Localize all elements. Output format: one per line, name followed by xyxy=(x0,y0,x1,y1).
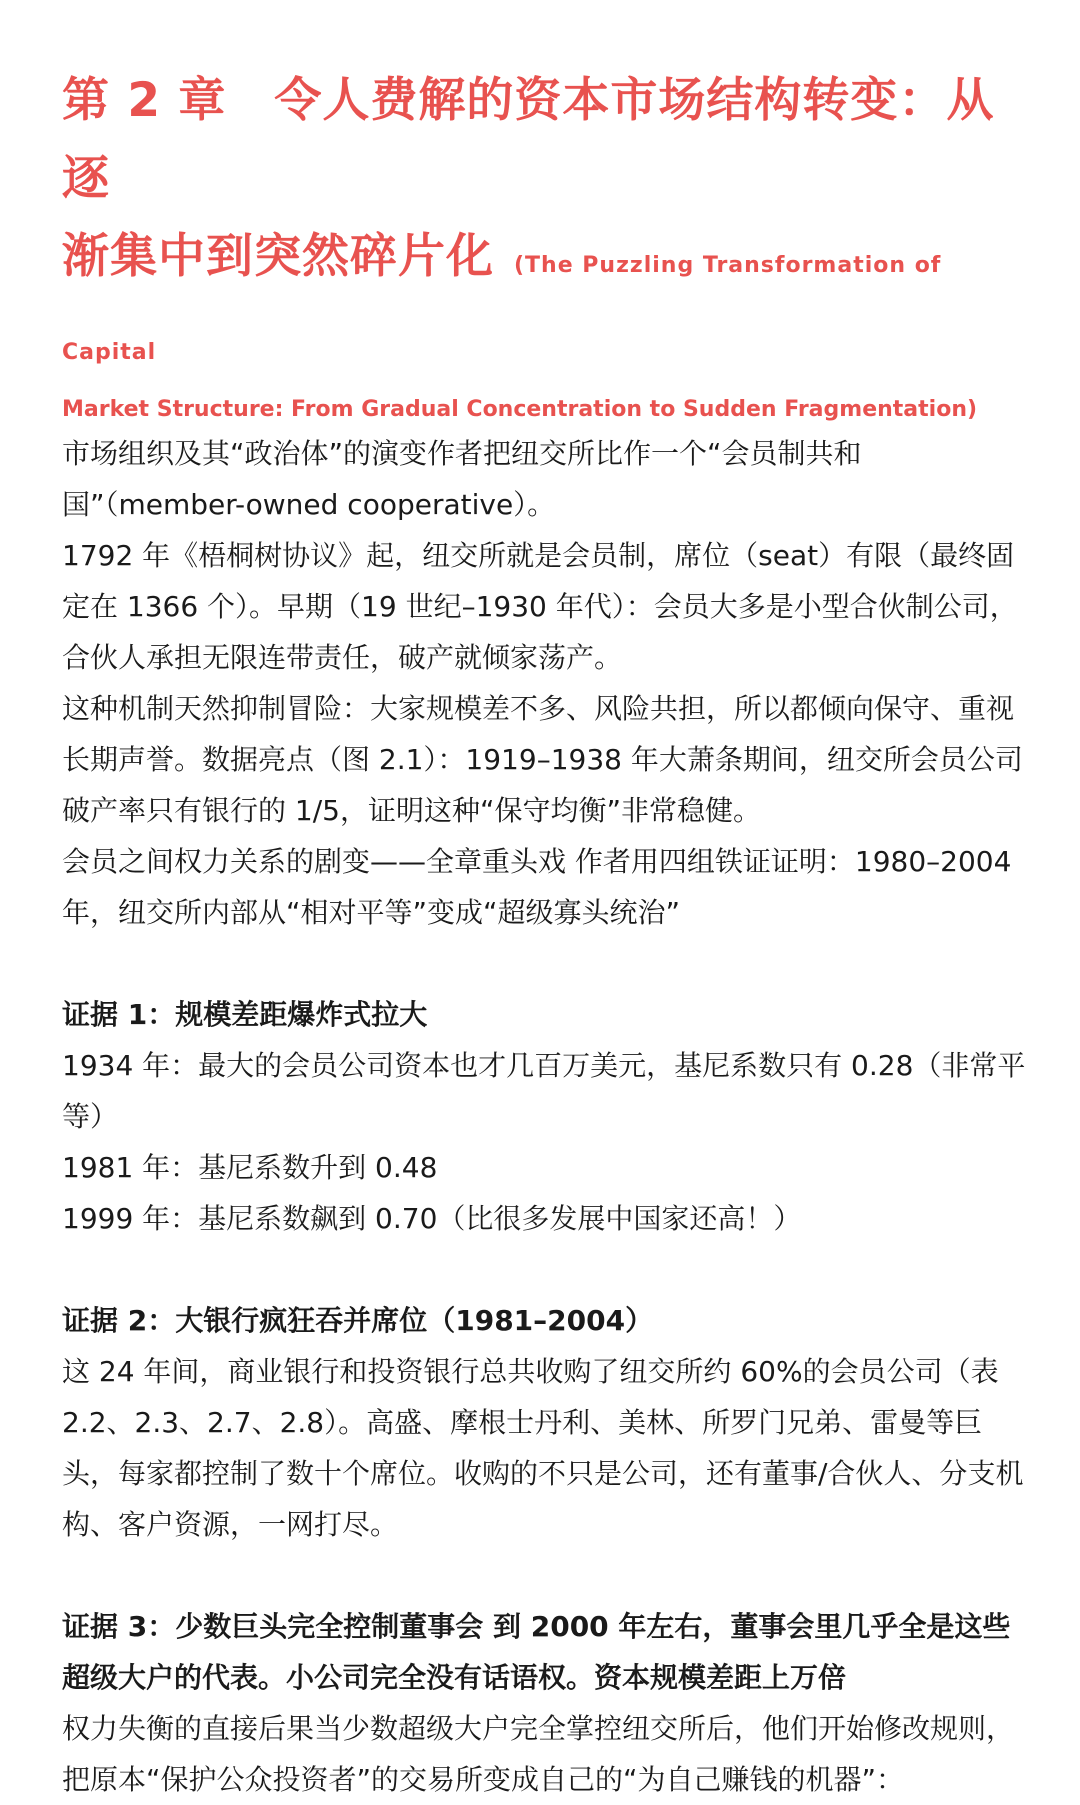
evidence-2-body: 这 24 年间，商业银行和投资银行总共收购了纽交所约 60%的会员公司（表 2.2、2.3、2.7、2.8）。高盛、摩根士丹利、美林、所罗门兄弟、雷曼等巨头，每家都控制了数十个席位。收购的不只是公司，还有董事/合伙人、分支机构、客户资源，一网打尽。 xyxy=(62,1355,1024,1541)
paragraph-mechanism: 这种机制天然抑制冒险：大家规模差不多、风险共担，所以都倾向保守、重视长期声誉。数据亮点（图 2.1）：1919–1938 年大萧条期间，纽交所会员公司破产率只有银行的 1/5，证明这种“保守均衡”非常稳健。 xyxy=(62,692,1023,827)
chapter-title-english-part2: Market Structure: From Gradual Concentration to Sudden Fragmentation) xyxy=(62,397,978,422)
chapter-title-line1: 第 2 章 令人费解的资本市场结构转变：从逐 xyxy=(62,73,995,206)
chapter-title-line2: 渐集中到突然碎片化 xyxy=(62,229,494,284)
evidence-3-body: 权力失衡的直接后果当少数超级大户完全掌控纽交所后，他们开始修改规则，把原本“保护公众投资者”的交易所变成自己的“为自己赚钱的机器”： xyxy=(62,1712,1015,1796)
evidence-1-line-1934: 1934 年：最大的会员公司资本也才几百万美元，基尼系数只有 0.28（非常平等） xyxy=(62,1049,1026,1133)
evidence-1-heading: 证据 1：规模差距爆炸式拉大 xyxy=(62,998,428,1031)
chapter-title-english-part1: (The Puzzling Transformation of Capital xyxy=(62,253,942,365)
evidence-1-line-1999: 1999 年：基尼系数飙到 0.70（比很多发展中国家还高！） xyxy=(62,1202,802,1235)
spacer xyxy=(62,1550,1032,1601)
evidence-1-line-1981: 1981 年：基尼系数升到 0.48 xyxy=(62,1151,438,1184)
chapter-title xyxy=(62,62,1032,392)
evidence-2-heading: 证据 2：大银行疯狂吞并席位（1981–2004） xyxy=(62,1304,654,1337)
evidence-3-heading: 证据 3：少数巨头完全控制董事会 到 2000 年左右，董事会里几乎全是这些超级大户的代表。小公司完全没有话语权。资本规模差距上万倍 xyxy=(62,1610,1011,1694)
spacer xyxy=(62,1244,1032,1295)
paragraph-intro: 市场组织及其“政治体”的演变作者把纽交所比作一个“会员制共和国”（member-owned cooperative）。 xyxy=(62,437,862,521)
paragraph-power-shift: 会员之间权力关系的剧变——全章重头戏 作者用四组铁证证明：1980–2004 年，纽交所内部从“相对平等”变成“超级寡头统治” xyxy=(62,845,1012,929)
spacer xyxy=(62,938,1032,989)
document-page xyxy=(62,62,1032,1805)
paragraph-history: 1792 年《梧桐树协议》起，纽交所就是会员制，席位（seat）有限（最终固定在 1366 个）。早期（19 世纪–1930 年代）：会员大多是小型合伙制公司，合伙人承担无限连带责任，破产就倾家荡产。 xyxy=(62,539,1018,674)
